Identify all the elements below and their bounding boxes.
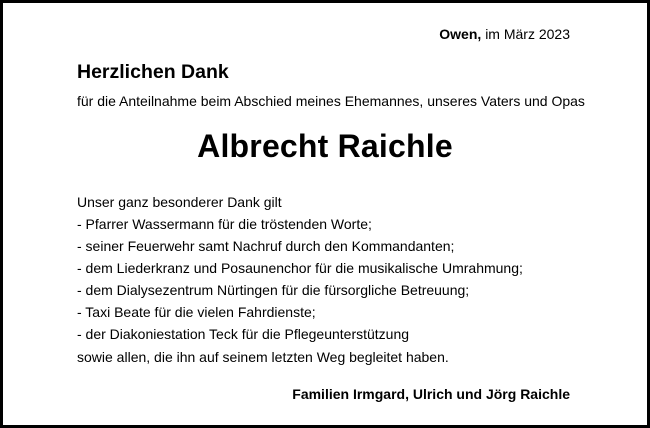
thanks-item: - dem Dialysezentrum Nürtingen für die fürsorgliche Betreuung; xyxy=(77,282,470,298)
notice-date: im März 2023 xyxy=(485,26,570,42)
thanks-item: - der Diakoniestation Teck für die Pflegeunterstützung xyxy=(77,326,410,342)
closing-text: sowie allen, die ihn auf seinem letzten Weg begleitet haben. xyxy=(77,349,449,365)
thanks-item: - Taxi Beate für die vielen Fahrdienste; xyxy=(77,304,316,320)
deceased-name: Albrecht Raichle xyxy=(197,128,453,164)
thanks-lead-text: Unser ganz besonderer Dank gilt xyxy=(77,194,282,210)
family-signature: Familien Irmgard, Ulrich und Jörg Raichle xyxy=(292,386,570,402)
thanks-list xyxy=(77,215,523,347)
place-name: Owen, xyxy=(439,26,482,42)
thanks-item: - dem Liederkranz und Posaunenchor für die musikalische Umrahmung; xyxy=(77,260,523,276)
place-date-line xyxy=(439,25,570,43)
thanks-item: - seiner Feuerwehr samt Nachruf durch den Kommandanten; xyxy=(77,238,455,254)
intro-text: für die Anteilnahme beim Abschied meines Ehemannes, unseres Vaters und Opas xyxy=(77,93,585,109)
thanks-item: - Pfarrer Wassermann für die tröstenden Worte; xyxy=(77,216,372,232)
notice-heading: Herzlichen Dank xyxy=(77,61,229,83)
